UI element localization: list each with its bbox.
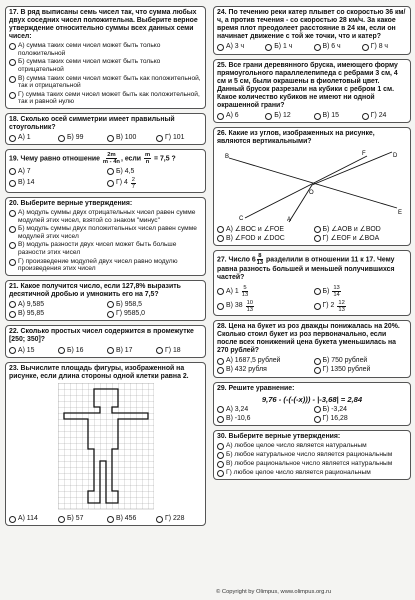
radio-circle-icon[interactable] — [9, 59, 16, 66]
answer-option[interactable]: Г) 1350 рублей — [314, 366, 408, 374]
radio-circle-icon[interactable] — [156, 347, 163, 354]
answer-option[interactable]: А) 6 — [217, 112, 262, 120]
question-text: 17. В ряд выписаны семь чисел так, что сумма любых двух соседних чисел положительна. Выберите верное утверждение относительно суммы всех данных семи чисел: — [9, 9, 198, 41]
answer-option[interactable]: Б) 4,5 — [107, 168, 202, 176]
answer-option[interactable]: А) 3,24 — [217, 406, 311, 414]
radio-circle-icon[interactable] — [314, 416, 321, 423]
radio-circle-icon[interactable] — [58, 516, 65, 523]
radio-circle-icon[interactable] — [217, 367, 224, 374]
radio-circle-icon[interactable] — [107, 347, 114, 354]
answer-option[interactable]: Б) 958,5 — [107, 301, 202, 309]
radio-circle-icon[interactable] — [107, 301, 114, 308]
radio-circle-icon[interactable] — [217, 113, 224, 120]
point-label-a: A — [287, 216, 292, 223]
question-text: 19. Чему равно отношение $\frac{2m}{m - 4n}$ , если $\frac{m}{n}$ = 7,5 ? — [9, 152, 176, 166]
radio-circle-icon[interactable] — [217, 235, 224, 242]
radio-circle-icon[interactable] — [107, 168, 114, 175]
radio-circle-icon[interactable] — [362, 113, 369, 120]
radio-circle-icon[interactable] — [314, 44, 321, 51]
answer-option[interactable]: Б) 1 ч — [265, 43, 310, 51]
answer-option[interactable]: В) 456 — [107, 515, 153, 523]
answer-option[interactable]: А) 114 — [9, 515, 55, 523]
question-22 — [5, 325, 206, 357]
angles-figure — [217, 148, 407, 224]
radio-circle-icon[interactable] — [9, 92, 16, 99]
right-column — [213, 6, 411, 484]
question-text: 23. Вычислите площадь фигуры, изображенной на рисунке, если длина стороны одной клетки равна 2. — [9, 364, 189, 380]
answer-option[interactable]: Г) 8 ч — [362, 43, 407, 51]
fraction: $\frac{13}{14}$ — [333, 285, 340, 299]
question-text: 20. Выберите верные утверждения: — [9, 199, 133, 207]
answer-option[interactable]: А) 9,585 — [9, 301, 104, 309]
radio-circle-icon[interactable] — [217, 461, 224, 468]
answer-option[interactable]: Г) 16,28 — [314, 415, 408, 423]
answer-option[interactable]: А) 7 — [9, 168, 104, 176]
point-label-f: F — [362, 150, 366, 157]
fraction: $\frac{10}{13}$ — [246, 299, 254, 313]
radio-circle-icon[interactable] — [107, 311, 114, 318]
question-text: 26. Какие из углов, изображенных на рисунке, являются вертикальными? — [217, 130, 375, 146]
question-24 — [213, 6, 411, 55]
answer-option[interactable]: Г) 228 — [156, 515, 202, 523]
radio-circle-icon[interactable] — [314, 367, 321, 374]
question-27 — [213, 250, 411, 316]
answer-option[interactable]: Г) любое целое число является рациональным — [217, 469, 407, 477]
radio-circle-icon[interactable] — [9, 135, 16, 142]
answer-option[interactable]: В) 95,85 — [9, 310, 104, 318]
radio-circle-icon[interactable] — [156, 516, 163, 523]
question-19 — [5, 149, 206, 193]
question-29 — [213, 382, 411, 427]
radio-circle-icon[interactable] — [217, 303, 224, 310]
radio-circle-icon[interactable] — [9, 226, 16, 233]
line-CF — [245, 156, 367, 218]
answer-option[interactable]: Б) 99 — [58, 134, 104, 142]
answer-option[interactable]: Г) произведение модулей двух чисел равно модулю произведения этих чисел — [9, 258, 202, 273]
equation: 9,76 - (-(-(-x))) - |-3,68| = 2,84 — [261, 394, 363, 404]
point-label-o: O — [309, 189, 314, 196]
radio-circle-icon[interactable] — [362, 44, 369, 51]
answer-option[interactable]: Б) 16 — [58, 347, 104, 355]
ray-OD — [312, 152, 392, 185]
fraction: $\frac{8}{13}$ — [256, 253, 264, 267]
radio-circle-icon[interactable] — [9, 180, 16, 187]
answer-option[interactable]: Б) ∠AOB и ∠BOD — [314, 226, 408, 234]
radio-circle-icon[interactable] — [156, 135, 163, 142]
radio-circle-icon[interactable] — [314, 235, 321, 242]
left-column — [5, 6, 206, 530]
answer-option[interactable]: В) 14 — [9, 177, 104, 190]
answer-option[interactable]: Б) 750 рублей — [314, 357, 408, 365]
answer-option[interactable]: Г) 24 — [362, 112, 407, 120]
answer-option[interactable]: Б) $\frac{13}{14}$ — [314, 285, 408, 298]
point-label-e: E — [398, 209, 403, 216]
radio-circle-icon[interactable] — [314, 113, 321, 120]
answer-option[interactable]: В) ∠FOD и ∠DOC — [217, 235, 311, 243]
answer-option[interactable]: А) 1687,5 рублей — [217, 357, 311, 365]
radio-circle-icon[interactable] — [265, 113, 272, 120]
radio-circle-icon[interactable] — [9, 516, 16, 523]
answer-option[interactable]: В) 100 — [107, 134, 153, 142]
question-text: 28. Цена на букет из роз дважды понижалась на 20%. Сколько стоил букет из роз первоначально, если после всех понижений цена букета уменьшилась на 270 рублей? — [217, 322, 400, 354]
point-label-b: B — [225, 153, 230, 160]
question-26 — [213, 127, 411, 246]
question-28 — [213, 320, 411, 378]
answer-option[interactable]: А) модуль суммы двух отрицательных чисел равен сумме модулей этих чисел, взятой со знаком "минус" — [9, 209, 202, 224]
radio-circle-icon[interactable] — [217, 226, 224, 233]
answer-option[interactable]: Г) 2 $\frac{12}{13}$ — [314, 300, 408, 313]
grid-figure — [9, 383, 202, 513]
answer-option[interactable]: А) 1 $\frac{5}{13}$ — [217, 285, 311, 298]
copyright-footer: © Copyright by Olimpus, www.olimpus.org.ru — [216, 589, 332, 595]
question-25 — [213, 59, 411, 124]
question-text: 24. По течению реки катер плывет со скоростью 36 км/ч, а против течения - со скоростью 28 км/ч. За какое время плот преодолеет расстояние в 24 км, если он начинает движение с той же точки, что и катер? — [217, 9, 406, 41]
answer-option[interactable]: А) 3 ч — [217, 43, 262, 51]
fraction: $\frac{5}{13}$ — [241, 285, 249, 299]
answer-option[interactable]: В) 17 — [107, 347, 153, 355]
answer-option[interactable]: Б) сумма таких семи чисел может быть только отрицательной — [9, 58, 202, 73]
question-text: 29. Решите уравнение: — [217, 384, 295, 392]
answer-option[interactable]: Б) любое натуральное число является рациональным — [217, 451, 407, 459]
question-17 — [5, 6, 206, 109]
answer-option[interactable]: А) ∠BOC и ∠FOE — [217, 226, 311, 234]
answer-option[interactable]: Г) 9585,0 — [107, 310, 202, 318]
radio-circle-icon[interactable] — [314, 288, 321, 295]
radio-circle-icon[interactable] — [107, 135, 114, 142]
answer-option[interactable]: Б) модуль суммы двух положительных чисел равен сумме модулей этих чисел — [9, 225, 202, 240]
radio-circle-icon[interactable] — [9, 301, 16, 308]
question-text: 30. Выберите верные утверждения: — [217, 433, 341, 441]
radio-circle-icon[interactable] — [9, 76, 16, 83]
question-20 — [5, 197, 206, 276]
radio-circle-icon[interactable] — [314, 303, 321, 310]
answer-option[interactable]: В) любое рациональное число является натуральным — [217, 460, 407, 468]
answer-option[interactable]: Г) 18 — [156, 347, 202, 355]
answer-option[interactable]: Б) -3,24 — [314, 406, 408, 414]
question-23 — [5, 362, 206, 526]
answer-option[interactable]: Б) 57 — [58, 515, 104, 523]
question-text: 21. Какое получится число, если 127,8% выразить десятичной дробью и умножить его на 7,5? — [9, 282, 181, 298]
radio-circle-icon[interactable] — [9, 347, 16, 354]
answer-option[interactable]: Б) 12 — [265, 112, 310, 120]
radio-circle-icon[interactable] — [314, 226, 321, 233]
answer-option[interactable]: Г) 101 — [156, 134, 202, 142]
answer-option[interactable]: А) сумма таких семи чисел может быть только положительной — [9, 42, 202, 57]
fraction: $\frac{2m}{m - 4n}$ — [102, 152, 120, 166]
radio-circle-icon[interactable] — [265, 44, 272, 51]
point-label-c: C — [239, 215, 244, 222]
answer-option[interactable]: А) 15 — [9, 347, 55, 355]
radio-circle-icon[interactable] — [107, 180, 114, 187]
question-30 — [213, 430, 411, 480]
radio-circle-icon[interactable] — [314, 406, 321, 413]
answer-option[interactable]: А) любое целое число является натуральным — [217, 442, 407, 450]
radio-circle-icon[interactable] — [217, 288, 224, 295]
question-text: 22. Сколько простых чисел содержится в промежутке [250; 350]? — [9, 328, 194, 344]
radio-circle-icon[interactable] — [107, 516, 114, 523]
radio-circle-icon[interactable] — [217, 470, 224, 477]
answer-option[interactable]: В) -10,6 — [217, 415, 311, 423]
radio-circle-icon[interactable] — [9, 259, 16, 266]
answer-option[interactable]: Г) сумма таких семи чисел может быть как положительной, так и равной нулю — [9, 91, 202, 106]
answer-option[interactable]: Г) ∠EOF и ∠BOA — [314, 235, 408, 243]
answer-option[interactable]: Г) 4 $\frac{2}{7}$ — [107, 177, 202, 190]
grid-figure-svg — [58, 383, 154, 513]
answer-option[interactable]: В) 432 рубля — [217, 366, 311, 374]
radio-circle-icon[interactable] — [217, 44, 224, 51]
radio-circle-icon[interactable] — [9, 168, 16, 175]
radio-circle-icon[interactable] — [217, 416, 224, 423]
question-text: 25. Все грани деревянного бруска, имеющего форму прямоугольного параллелепипеда с ребрами 3 см, 4 см и 5 см, были окрашены в фиолетовый цвет. Данный брусок разрезали на кубики с ребром 1 см. Какое количество кубиков не имеют ни одной окрашенной грани? — [217, 61, 398, 109]
answer-option[interactable]: В) 15 — [314, 112, 359, 120]
radio-circle-icon[interactable] — [9, 242, 16, 249]
radio-circle-icon[interactable] — [217, 452, 224, 459]
radio-circle-icon[interactable] — [217, 358, 224, 365]
answer-option[interactable]: В) 38 $\frac{10}{13}$ — [217, 300, 311, 313]
question-21 — [5, 280, 206, 322]
radio-circle-icon[interactable] — [58, 135, 65, 142]
radio-circle-icon[interactable] — [217, 406, 224, 413]
radio-circle-icon[interactable] — [9, 311, 16, 318]
radio-circle-icon[interactable] — [314, 358, 321, 365]
answer-option[interactable]: В) сумма таких семи чисел может быть как положительной, так и отрицательной — [9, 75, 202, 90]
question-18 — [5, 113, 206, 145]
radio-circle-icon[interactable] — [58, 347, 65, 354]
question-text: 27. Число 6 $\frac{8}{13}$ разделили в отношении 11 к 17. Чему равна разность большей и меньшей получившихся частей? — [217, 253, 395, 282]
answer-option[interactable]: А) 1 — [9, 134, 55, 142]
fraction: $\frac{12}{13}$ — [338, 299, 345, 313]
question-text: 18. Сколько осей симметрии имеет правильный стоугольник? — [9, 115, 175, 132]
radio-circle-icon[interactable] — [9, 210, 16, 217]
fraction: $\frac{2}{7}$ — [131, 176, 136, 190]
answer-option[interactable]: В) модуль разности двух чисел может быть больше разности этих чисел — [9, 241, 202, 256]
radio-circle-icon[interactable] — [9, 43, 16, 50]
answer-option[interactable]: В) 6 ч — [314, 43, 359, 51]
point-label-d: D — [393, 152, 398, 159]
radio-circle-icon[interactable] — [217, 443, 224, 450]
fraction: $\frac{m}{n}$ — [144, 152, 151, 166]
